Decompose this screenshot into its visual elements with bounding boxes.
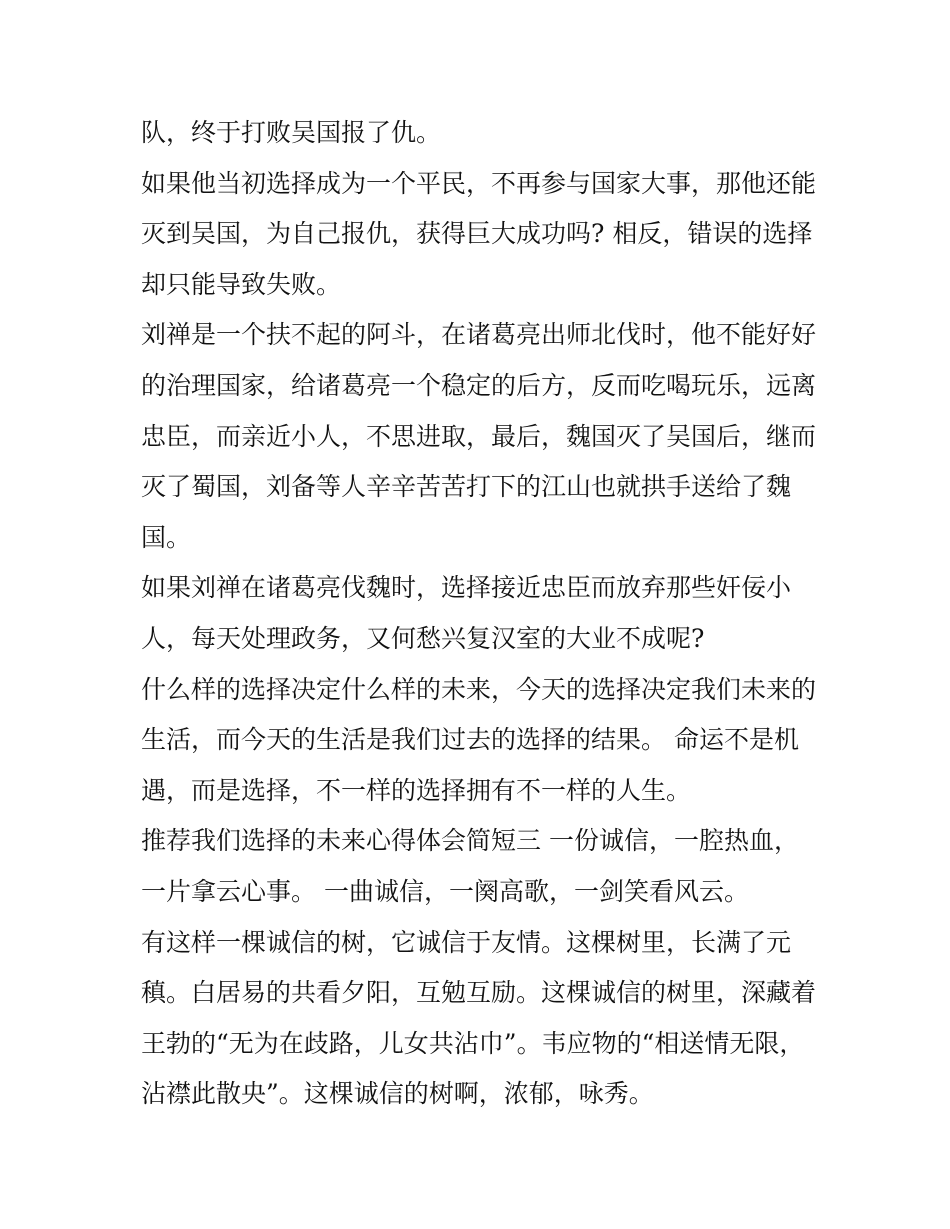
text-line-1: 队，终于打败吴国报了仇。 (141, 118, 442, 147)
text-line-11: 人，每天处理政务，又何愁兴复汉室的大业不成呢? (141, 623, 705, 653)
text-line-6: 的治理国家，给诸葛亮一个稳定的后方，反而吃喝玩乐，远离 (141, 370, 817, 400)
text-line-7: 忠臣，而亲近小人，不思进取，最后，魏国灭了吴国后，继而 (141, 421, 817, 451)
text-line-15: 推荐我们选择的未来心得体会简短三 一份诚信，一腔热血， (141, 826, 799, 856)
text-line-20: 沾襟此散央”。这棵诚信的树啊，浓郁，咏秀。 (141, 1079, 654, 1109)
text-line-13: 生活，而今天的生活是我们过去的选择的结果。 命运不是机 (141, 725, 799, 755)
text-line-16: 一片拿云心事。 一曲诚信，一阕高歌，一剑笑看风云。 (141, 876, 749, 906)
body-text (141, 108, 821, 1120)
text-line-5: 刘禅是一个扶不起的阿斗，在诸葛亮出师北伐时，他不能好好 (141, 320, 817, 350)
text-line-4: 却只能导致失败。 (141, 269, 342, 299)
text-line-2: 如果他当初选择成为一个平民，不再参与国家大事，那他还能 (141, 168, 817, 198)
text-line-14: 遇，而是选择，不一样的选择拥有不一样的人生。 (141, 775, 692, 805)
text-line-18: 稹。白居易的共看夕阳，互勉互励。这棵诚信的树里，深藏着 (141, 978, 817, 1008)
text-line-17: 有这样一棵诚信的树，它诚信于友情。这棵树里，长满了元 (141, 927, 792, 957)
text-line-19: 王勃的“无为在歧路，儿女共沾巾”。韦应物的“相送情无限， (141, 1028, 805, 1058)
text-line-10: 如果刘禅在诸葛亮伐魏时，选择接近忠臣而放弃那些奸佞小 (141, 573, 792, 603)
text-line-12: 什么样的选择决定什么样的未来，今天的选择决定我们未来的 (141, 674, 817, 704)
text-line-9: 国。 (141, 522, 192, 552)
text-line-8: 灭了蜀国，刘备等人辛辛苦苦打下的江山也就拱手送给了魏 (141, 472, 792, 502)
text-line-3: 灭到吴国，为自己报仇，获得巨大成功吗? 相反，错误的选择 (141, 219, 813, 249)
